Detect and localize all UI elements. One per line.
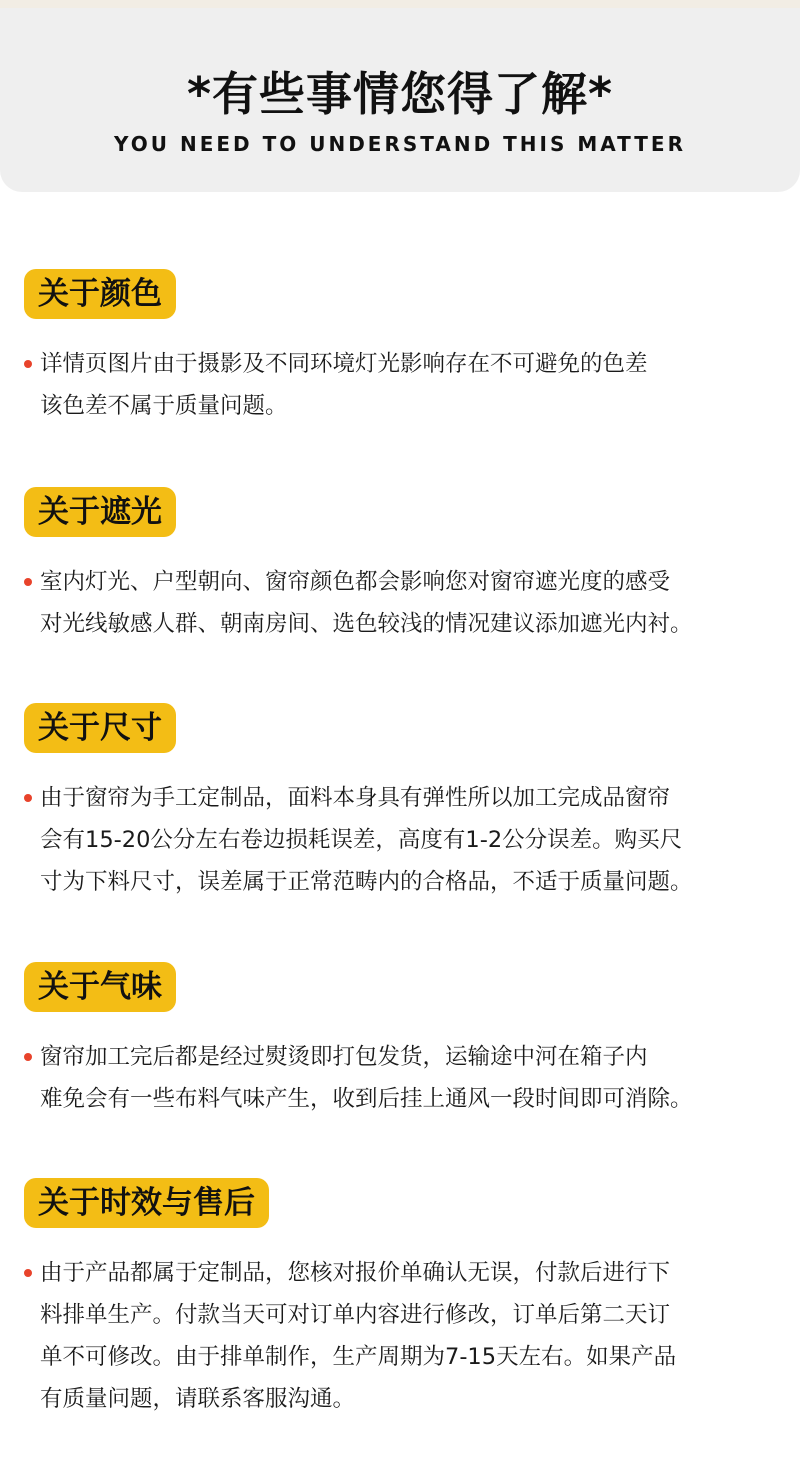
section-title: 关于尺寸 — [24, 703, 176, 753]
page-title: *有些事情您得了解* — [186, 67, 614, 121]
text-line: 单不可修改。由于排单制作，生产周期为7-15天左右。如果产品 — [40, 1344, 677, 1370]
text-line: 详情页图片由于摄影及不同环境灯光影响存在不可避免的色差 — [40, 351, 648, 377]
text-line: 由于窗帘为手工定制品，面料本身具有弹性所以加工完成品窗帘 — [40, 785, 671, 811]
section-text — [40, 343, 790, 427]
section-text — [40, 561, 790, 645]
section-title: 关于颜色 — [24, 269, 176, 319]
bullet-dot-icon — [24, 794, 32, 802]
section-text — [40, 777, 790, 903]
header-banner — [0, 8, 800, 192]
section-text — [40, 1252, 790, 1420]
text-line: 寸为下料尺寸，误差属于正常范畴内的合格品，不适于质量问题。 — [40, 869, 693, 895]
text-line: 会有15-20公分左右卷边损耗误差，高度有1-2公分误差。购买尺 — [40, 827, 683, 853]
text-line: 窗帘加工完后都是经过熨烫即打包发货，运输途中河在箱子内 — [40, 1044, 648, 1070]
text-line: 由于产品都属于定制品，您核对报价单确认无误，付款后进行下 — [40, 1260, 671, 1286]
bullet-dot-icon — [24, 1269, 32, 1277]
bullet-dot-icon — [24, 360, 32, 368]
text-line: 料排单生产。付款当天可对订单内容进行修改，订单后第二天订 — [40, 1302, 671, 1328]
text-line: 该色差不属于质量问题。 — [40, 393, 288, 419]
section-title: 关于遮光 — [24, 487, 176, 537]
section-title: 关于气味 — [24, 962, 176, 1012]
text-line: 难免会有一些布料气味产生，收到后挂上通风一段时间即可消除。 — [40, 1086, 693, 1112]
section-text — [40, 1036, 790, 1120]
bullet-dot-icon — [24, 578, 32, 586]
text-line: 有质量问题，请联系客服沟通。 — [40, 1386, 356, 1412]
section-title: 关于时效与售后 — [24, 1178, 269, 1228]
bullet-dot-icon — [24, 1053, 32, 1061]
page-subtitle: YOU NEED TO UNDERSTAND THIS MATTER — [114, 132, 686, 156]
text-line: 室内灯光、户型朝向、窗帘颜色都会影响您对窗帘遮光度的感受 — [40, 569, 671, 595]
top-strip — [0, 0, 800, 8]
text-line: 对光线敏感人群、朝南房间、选色较浅的情况建议添加遮光内衬。 — [40, 611, 693, 637]
